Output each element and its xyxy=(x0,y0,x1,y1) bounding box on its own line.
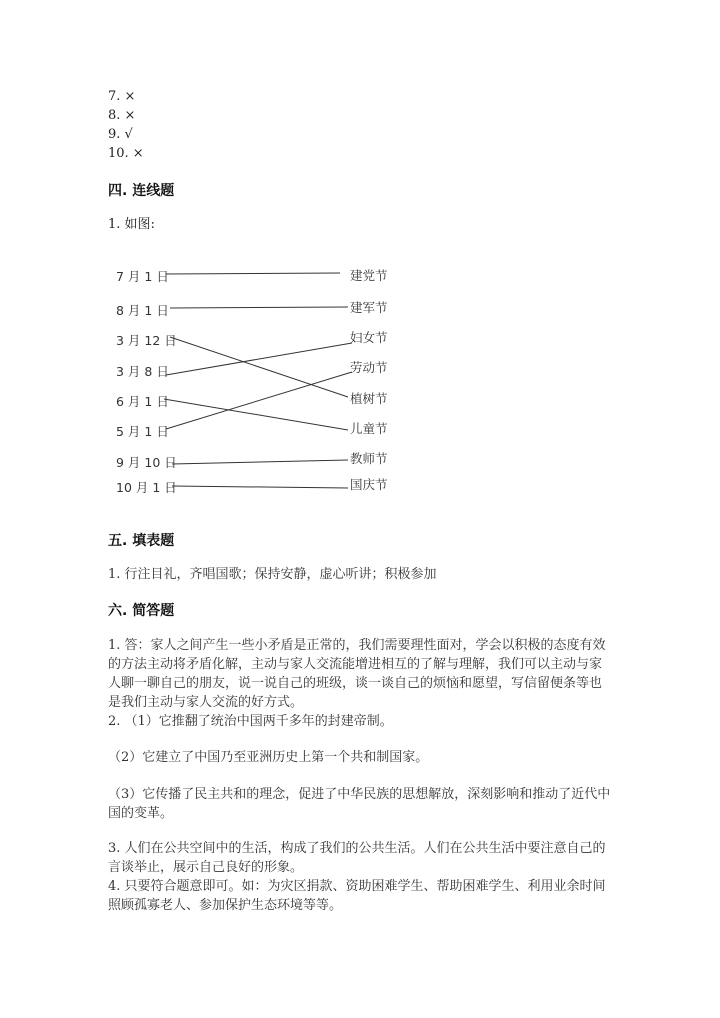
section-heading-fill-table: 五. 填表题 xyxy=(108,533,175,549)
short-answer-2-1: 2. （1）它推翻了统治中国两千多年的封建帝制。 xyxy=(108,714,393,729)
right-item-army-day: 建军节 xyxy=(350,300,388,315)
answer-7: 7. × xyxy=(108,89,136,104)
left-item-mar8: 3 月 8 日 xyxy=(116,364,169,379)
right-item-arbor-day: 植树节 xyxy=(350,391,388,406)
answer-10: 10. × xyxy=(108,146,144,161)
right-item-labour-day: 劳动节 xyxy=(350,360,388,375)
left-item-may1: 5 月 1 日 xyxy=(116,424,169,439)
answer-9: 9. √ xyxy=(108,127,133,142)
right-item-teachers-day: 教师节 xyxy=(350,451,388,466)
short-answer-2-2: （2）它建立了中国乃至亚洲历史上第一个共和制国家。 xyxy=(108,750,429,765)
left-item-aug1: 8 月 1 日 xyxy=(116,303,169,318)
matching-question-1: 1. 如图: xyxy=(108,217,155,232)
short-answer-2-3: （3）它传播了民主共和的理念，促进了中华民族的思想解放，深刻影响和推动了近代中国的变革。 xyxy=(108,787,611,821)
right-item-childrens-day: 儿童节 xyxy=(350,421,388,436)
short-answer-3: 3. 人们在公共空间中的生活，构成了我们的公共生活。人们在公共生活中要注意自己的言谈举止，展示自己良好的形象。 xyxy=(108,841,606,875)
right-item-womens-day: 妇女节 xyxy=(350,330,388,345)
short-answer-1: 1. 答：家人之间产生一些小矛盾是正常的，我们需要理性面对，学会以积极的态度有效的方法主动将矛盾化解，主动与家人交流能增进相互的了解与理解，我们可以主动与家人聊一聊自己的朋友，说一说自己的班级，谈一谈自己的烦恼和愿望，写信留便条等也是我们主动与家人交流的好方式。 xyxy=(108,638,606,710)
right-item-party-day: 建党节 xyxy=(350,268,388,283)
left-item-jun1: 6 月 1 日 xyxy=(116,394,169,409)
matching-diagram xyxy=(108,262,408,502)
section-heading-short-answer: 六. 简答题 xyxy=(108,603,175,619)
left-item-jul1: 7 月 1 日 xyxy=(116,269,169,284)
answer-8: 8. × xyxy=(108,108,136,123)
right-item-national-day: 国庆节 xyxy=(350,477,388,492)
left-item-mar12: 3 月 12 日 xyxy=(116,333,177,348)
fill-table-answer-1: 1. 行注目礼，齐唱国歌；保持安静，虚心听讲；积极参加 xyxy=(108,567,437,582)
short-answer-4: 4. 只要符合题意即可。如：为灾区捐款、资助困难学生、帮助困难学生、利用业余时间照顾孤寡老人、参加保护生态环境等等。 xyxy=(108,879,606,913)
section-heading-matching: 四. 连线题 xyxy=(108,183,175,199)
left-item-oct1: 10 月 1 日 xyxy=(116,480,177,495)
left-item-sep10: 9 月 10 日 xyxy=(116,455,177,470)
